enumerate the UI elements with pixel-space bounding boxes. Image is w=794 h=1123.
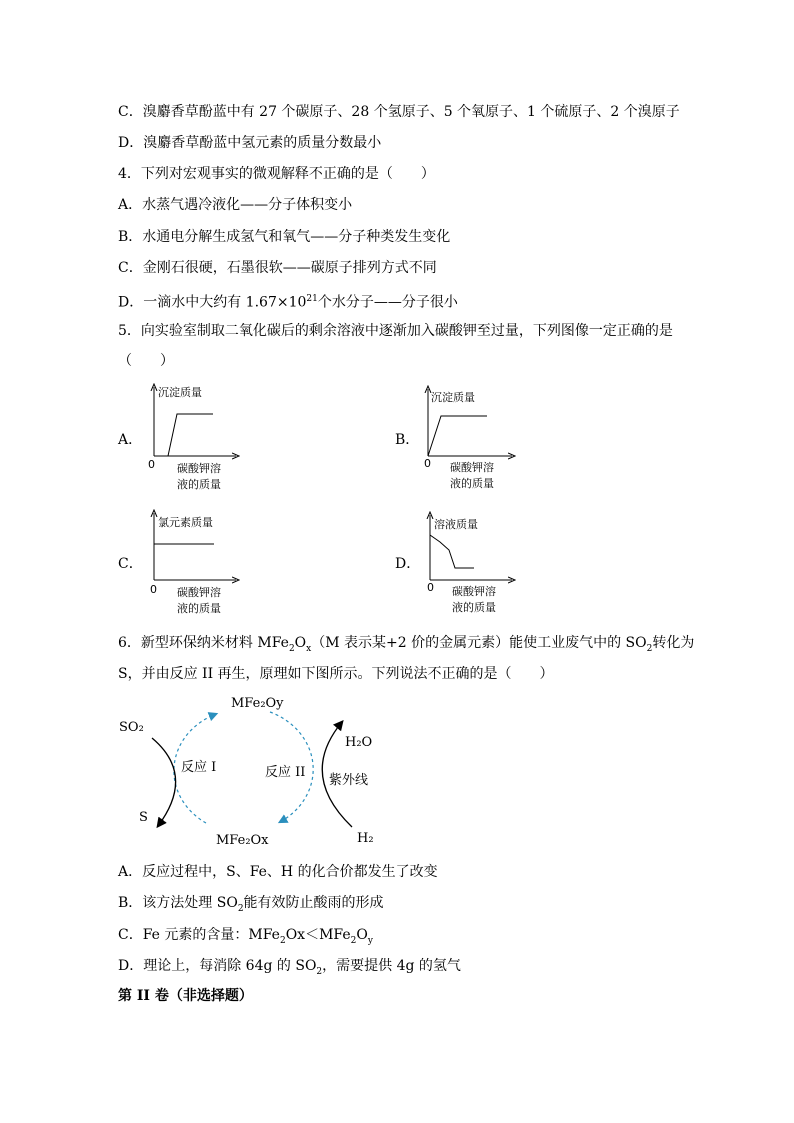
graph-b-ylabel: 沉淀质量 bbox=[431, 391, 475, 404]
graph-c-xlabel-2: 液的质量 bbox=[177, 602, 221, 615]
subscript: 2 bbox=[646, 643, 653, 654]
subscript: 2 bbox=[279, 935, 286, 946]
diagram-so2-label: SO₂ bbox=[119, 720, 144, 735]
graph-b-label: B． bbox=[395, 432, 420, 448]
graph-d-xlabel-2: 液的质量 bbox=[452, 601, 496, 614]
diagram-top-label: MFe₂Oy bbox=[231, 696, 284, 711]
graph-c-label: C． bbox=[118, 556, 143, 572]
graph-d-curve bbox=[430, 535, 474, 568]
q6-option-b-text-a: B．该方法处理 SO bbox=[118, 895, 238, 911]
exponent: 21 bbox=[306, 294, 318, 304]
q6-stem-text-a: 6．新型环保纳米材料 MFe bbox=[118, 635, 289, 651]
section-heading: 第 II 卷（非选择题） bbox=[118, 988, 253, 1004]
q6-option-d-text-a: D．理论上，每消除 64g 的 SO bbox=[118, 958, 317, 974]
q6-option-a: A．反应过程中，S、Fe、H 的化合价都发生了改变 bbox=[118, 864, 438, 880]
graph-b-origin: 0 bbox=[424, 457, 431, 470]
graph-d-origin: 0 bbox=[427, 581, 434, 594]
q6-stem-2: S，并由反应 II 再生，原理如下图所示。下列说法不正确的是（ ） bbox=[118, 666, 554, 682]
q6-option-b-text-b: 能有效防止酸雨的形成 bbox=[243, 895, 384, 911]
subscript: y bbox=[367, 935, 373, 946]
q6-stem-text-c: （M 表示某+2 价的金属元素）能使工业废气中的 SO bbox=[311, 635, 647, 651]
q6-option-c-text-a: C．Fe 元素的含量：MFe bbox=[118, 927, 280, 943]
diagram-reaction-1-label: 反应 I bbox=[181, 760, 217, 775]
q4-option-d-text-2: 个水分子——分子很小 bbox=[317, 294, 458, 311]
graph-b-xlabel-2: 液的质量 bbox=[450, 477, 494, 490]
q6-stem-text-d: 转化为 bbox=[652, 635, 695, 651]
graph-d-label: D． bbox=[395, 556, 421, 572]
diagram-h2-label: H₂ bbox=[357, 831, 374, 846]
graph-d-ylabel: 溶液质量 bbox=[434, 518, 478, 531]
q6-option-b bbox=[118, 893, 384, 919]
q6-option-c-text-b: Ox＜MFe bbox=[285, 927, 351, 943]
q6-stem-text-b: O bbox=[294, 635, 307, 651]
graph-a-label: A． bbox=[118, 432, 143, 448]
subscript: 2 bbox=[237, 903, 244, 914]
diagram-s-label: S bbox=[139, 810, 148, 825]
graph-a-origin: 0 bbox=[148, 458, 155, 471]
subscript: 2 bbox=[316, 966, 323, 977]
diagram-reaction-2-label: 反应 II bbox=[265, 765, 306, 780]
q6-option-d bbox=[118, 956, 461, 982]
diagram-uv-label: 紫外线 bbox=[329, 773, 369, 788]
q6-option-c bbox=[118, 925, 373, 951]
graph-a-xlabel-1: 碳酸钾溶 bbox=[177, 462, 221, 475]
graph-a-xlabel-2: 液的质量 bbox=[177, 478, 221, 491]
graph-c-xlabel-1: 碳酸钾溶 bbox=[177, 586, 221, 599]
q4-option-c: C．金刚石很硬，石墨很软——碳原子排列方式不同 bbox=[118, 260, 437, 276]
q6-option-c-text-c: O bbox=[356, 927, 368, 943]
so2-to-s-arrow bbox=[152, 738, 176, 826]
q5-stem: 5．向实验室制取二氧化碳后的剩余溶液中逐渐加入碳酸钾至过量，下列图像一定正确的是 bbox=[118, 323, 673, 339]
graph-a-curve bbox=[168, 414, 213, 456]
graph-a-ylabel: 沉淀质量 bbox=[158, 386, 202, 399]
q4-option-d-text: D．一滴水中大约有 1.67×10 bbox=[118, 294, 307, 311]
diagram-h2o-label: H₂O bbox=[345, 735, 373, 750]
q6-stem-1 bbox=[118, 633, 694, 659]
graph-b-curve bbox=[428, 416, 487, 456]
graph-b-xlabel-1: 碳酸钾溶 bbox=[450, 461, 494, 474]
q4-option-b: B．水通电分解生成氢气和氧气——分子种类发生变化 bbox=[118, 229, 451, 245]
subscript: 2 bbox=[350, 935, 357, 946]
q5-stem-paren: （ ） bbox=[118, 353, 174, 369]
diagram-bottom-label: MFe₂Ox bbox=[216, 833, 269, 848]
q3-option-c: C．溴麝香草酚蓝中有 27 个碳原子、28 个氢原子、5 个氧原子、1 个硫原子、2 个溴原子 bbox=[118, 104, 680, 120]
graph-c-ylabel: 氯元素质量 bbox=[158, 516, 213, 529]
q3-option-d: D．溴麝香草酚蓝中氢元素的质量分数最小 bbox=[118, 135, 382, 151]
graph-d-xlabel-1: 碳酸钾溶 bbox=[452, 585, 496, 598]
q6-option-d-text-b: ，需要提供 4g 的氢气 bbox=[322, 958, 461, 974]
graph-c-origin: 0 bbox=[150, 583, 157, 596]
subscript: 2 bbox=[288, 643, 295, 654]
q4-stem: 4．下列对宏观事实的微观解释不正确的是（ ） bbox=[118, 166, 435, 182]
q4-option-a: A．水蒸气遇冷液化——分子体积变小 bbox=[118, 197, 353, 213]
subscript: x bbox=[306, 643, 312, 654]
